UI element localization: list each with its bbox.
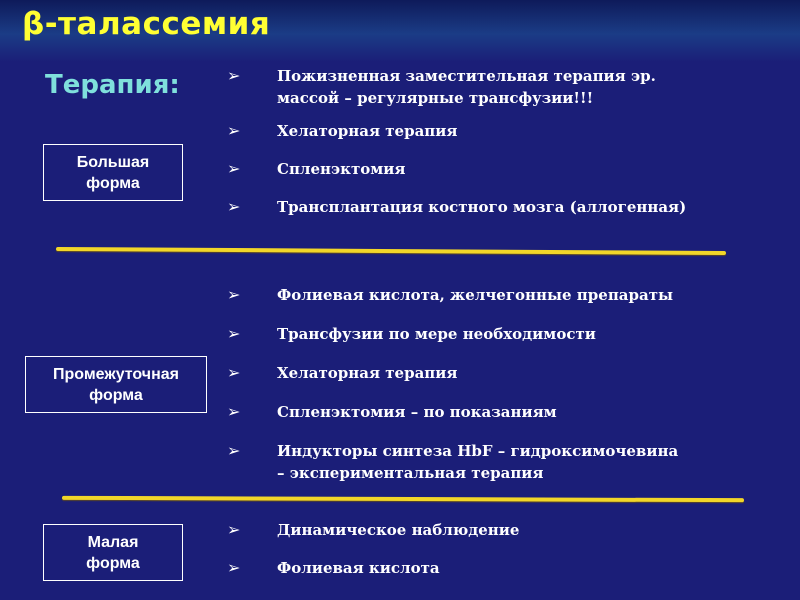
list-item xyxy=(225,158,795,180)
intermediate-form-label-line-2: форма xyxy=(89,386,143,404)
intermediate-form-box xyxy=(25,356,207,413)
list-item xyxy=(225,440,795,484)
list-item-line: – экспериментальная терапия xyxy=(277,464,544,482)
section-divider-1 xyxy=(56,247,726,255)
major-form-box xyxy=(43,144,183,201)
arrowhead-bullet-icon: ➢ xyxy=(227,66,241,85)
minor-form-label-line-2: форма xyxy=(86,554,140,572)
arrowhead-bullet-icon: ➢ xyxy=(227,520,241,539)
list-item-line: Хелаторная терапия xyxy=(277,364,458,382)
list-item xyxy=(225,284,795,306)
intermediate-form-therapy-list xyxy=(225,284,795,484)
major-form-therapy-list xyxy=(225,65,795,218)
list-item-line: Фолиевая кислота xyxy=(277,559,440,577)
list-item-line: Динамическое наблюдение xyxy=(277,521,520,539)
arrowhead-bullet-icon: ➢ xyxy=(227,121,241,140)
list-item-line: Трансплантация костного мозга (аллогенная) xyxy=(277,198,687,216)
arrowhead-bullet-icon: ➢ xyxy=(227,285,241,304)
list-item xyxy=(225,519,795,541)
list-item xyxy=(225,196,795,218)
list-item xyxy=(225,120,795,142)
list-item-line: Фолиевая кислота, желчегонные препараты xyxy=(277,286,674,304)
arrowhead-bullet-icon: ➢ xyxy=(227,558,241,577)
list-item xyxy=(225,323,795,345)
section-divider-2 xyxy=(62,496,744,502)
list-item-line: массой – регулярные трансфузии!!! xyxy=(277,89,594,107)
arrowhead-bullet-icon: ➢ xyxy=(227,159,241,178)
list-item-line: Спленэктомия – по показаниям xyxy=(277,403,557,421)
list-item-line: Трансфузии по мере необходимости xyxy=(277,325,596,343)
list-item xyxy=(225,557,795,579)
arrowhead-bullet-icon: ➢ xyxy=(227,441,241,460)
minor-form-therapy-list xyxy=(225,519,795,579)
arrowhead-bullet-icon: ➢ xyxy=(227,324,241,343)
major-form-label-line-2: форма xyxy=(86,174,140,192)
list-item-line: Спленэктомия xyxy=(277,160,406,178)
list-item-line: Хелаторная терапия xyxy=(277,122,458,140)
major-form-label-line-1: Большая xyxy=(76,153,150,171)
list-item xyxy=(225,65,795,109)
minor-form-label-line-1: Малая xyxy=(87,533,139,551)
arrowhead-bullet-icon: ➢ xyxy=(227,363,241,382)
therapy-heading: Терапия: xyxy=(45,70,180,100)
slide-title: β-талассемия xyxy=(22,6,271,42)
minor-form-box xyxy=(43,524,183,581)
arrowhead-bullet-icon: ➢ xyxy=(227,402,241,421)
intermediate-form-label-line-1: Промежуточная xyxy=(53,365,179,383)
arrowhead-bullet-icon: ➢ xyxy=(227,197,241,216)
list-item-line: Индукторы синтеза HbF – гидроксимочевина xyxy=(277,442,679,460)
list-item xyxy=(225,362,795,384)
list-item xyxy=(225,401,795,423)
list-item-line: Пожизненная заместительная терапия эр. xyxy=(277,67,656,85)
